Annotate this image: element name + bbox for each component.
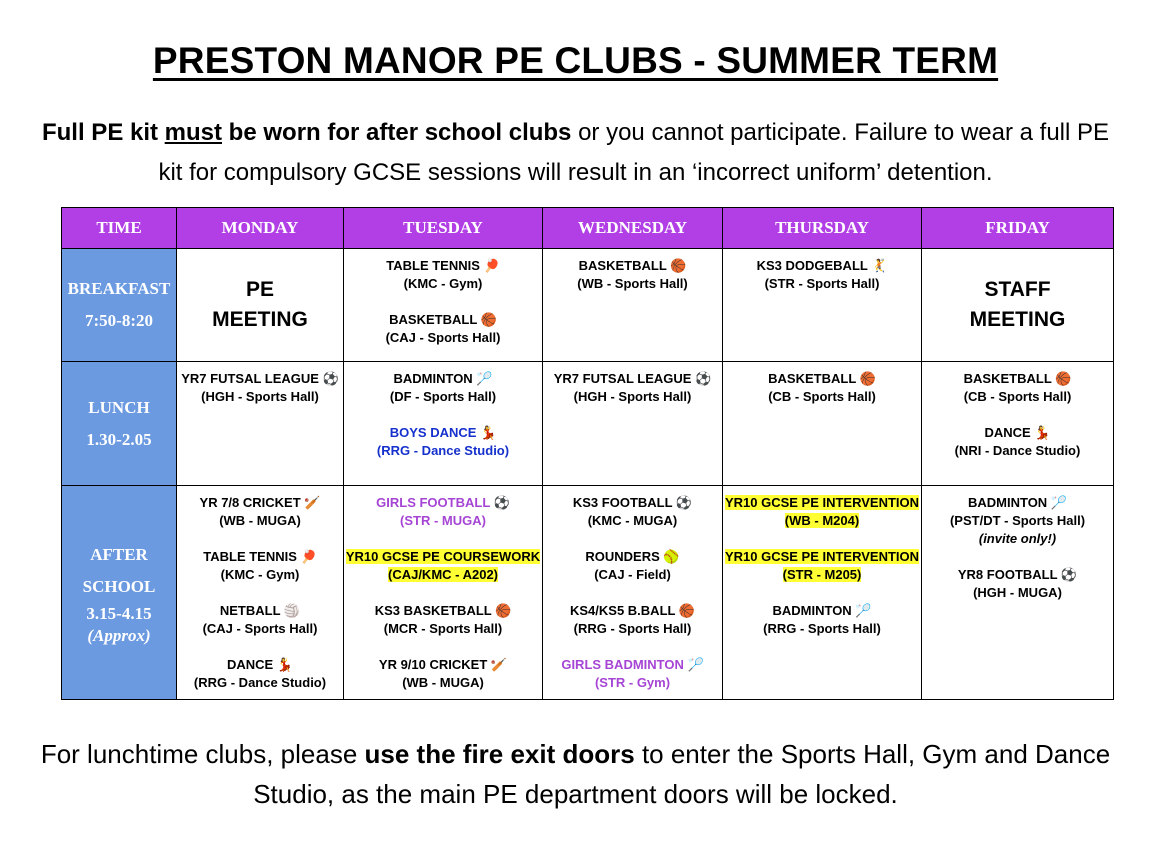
club-location: (RRG - Sports Hall)	[763, 621, 881, 636]
lunch-row	[62, 362, 1114, 486]
lunch-monday-cell	[177, 362, 344, 486]
breakfast-friday-cell	[922, 249, 1114, 362]
after-school-wednesday-cell	[543, 486, 723, 700]
club-name: YR10 GCSE PE INTERVENTION	[724, 495, 920, 510]
lunch-thursday-cell	[723, 362, 922, 486]
club-name: KS3 DODGEBALL 🤾	[756, 258, 888, 273]
club-location: (WB - M204)	[784, 513, 860, 528]
after-school-label-2: SCHOOL	[82, 576, 156, 596]
lunch-time-cell	[62, 362, 177, 486]
club-name: BASKETBALL 🏀	[768, 371, 876, 386]
breakfast-monday-cell	[177, 249, 344, 362]
club-location: (KMC - Gym)	[403, 276, 483, 291]
club-entry	[543, 494, 722, 530]
lunch-time: 1.30-2.05	[86, 429, 152, 449]
pe-meeting: PE MEETING	[212, 278, 308, 331]
club-entry	[177, 370, 343, 406]
club-entry	[177, 548, 343, 584]
club-entry	[177, 494, 343, 530]
club-location: (CAJ - Sports Hall)	[385, 330, 501, 345]
header-monday: MONDAY	[177, 208, 344, 249]
club-name: BASKETBALL 🏀	[578, 258, 687, 273]
club-name: DANCE 💃	[226, 657, 294, 672]
club-location: (WB - MUGA)	[219, 513, 301, 528]
club-entry	[177, 656, 343, 692]
breakfast-row	[62, 249, 1114, 362]
club-name: YR7 FUTSAL LEAGUE ⚽	[553, 371, 712, 386]
club-location: (STR - MUGA)	[400, 513, 486, 528]
club-name: ROUNDERS 🥎	[585, 549, 680, 564]
breakfast-tuesday-cell	[344, 249, 543, 362]
club-location: (STR - Gym)	[594, 675, 671, 690]
kit-notice-bold-1: Full PE kit	[41, 119, 165, 146]
club-location: (HGH - Sports Hall)	[573, 389, 692, 404]
club-location: (CAJ - Sports Hall)	[202, 621, 318, 636]
header-time: TIME	[62, 208, 177, 249]
lunchtime-notice-part-2: to enter the Sports Hall, Gym and Dance Studio, as the main PE department doors will be locked.	[253, 739, 1111, 809]
after-school-time-cell	[62, 486, 177, 700]
after-school-row	[62, 486, 1114, 700]
breakfast-thursday-cell	[723, 249, 922, 362]
club-location: (WB - MUGA)	[402, 675, 484, 690]
lunchtime-notice	[30, 734, 1121, 814]
club-entry	[922, 494, 1113, 548]
club-entry	[344, 257, 542, 293]
kit-notice-must: must	[164, 119, 223, 146]
club-location: (RRG - Sports Hall)	[573, 621, 692, 636]
club-name: BADMINTON 🏸	[968, 495, 1067, 510]
after-school-label-1: AFTER	[90, 544, 148, 564]
after-school-tuesday-cell	[344, 486, 543, 700]
club-location: (RRG - Dance Studio)	[193, 675, 327, 690]
clubs-timetable	[61, 207, 1114, 700]
lunch-tuesday-cell	[344, 362, 543, 486]
club-name: YR10 GCSE PE COURSEWORK	[345, 549, 541, 564]
page-title: PRESTON MANOR PE CLUBS - SUMMER TERM	[152, 40, 999, 81]
club-name: DANCE 💃	[984, 425, 1051, 440]
club-name: BADMINTON 🏸	[772, 603, 872, 618]
lunch-label: LUNCH	[88, 397, 150, 417]
club-name: KS3 FOOTBALL ⚽	[572, 495, 693, 510]
club-location: (CB - Sports Hall)	[768, 389, 876, 404]
club-entry	[177, 602, 343, 638]
club-entry	[922, 566, 1113, 602]
kit-notice	[30, 113, 1121, 193]
club-name: YR 9/10 CRICKET 🏏	[378, 657, 508, 672]
club-location: (RRG - Dance Studio)	[376, 443, 510, 458]
club-location: (MCR - Sports Hall)	[383, 621, 503, 636]
club-name: GIRLS BADMINTON 🏸	[561, 657, 704, 672]
club-entry	[543, 548, 722, 584]
lunchtime-notice-part-1: For lunchtime clubs, please	[40, 739, 365, 769]
club-entry-highlighted	[723, 494, 921, 530]
breakfast-time-cell	[62, 249, 177, 362]
breakfast-time: 7:50-8:20	[85, 311, 153, 330]
club-note: (invite only!)	[978, 531, 1057, 546]
club-name: TABLE TENNIS 🏓	[203, 549, 317, 564]
after-school-approx: (Approx)	[87, 625, 151, 645]
lunch-wednesday-cell	[543, 362, 723, 486]
kit-notice-bold-2: be worn for after school clubs	[222, 119, 572, 146]
club-entry-boys-dance	[344, 424, 542, 460]
club-location: (CAJ - Field)	[594, 567, 671, 582]
club-entry	[922, 370, 1113, 406]
club-name: BADMINTON 🏸	[393, 371, 493, 386]
club-name: BASKETBALL 🏀	[963, 371, 1072, 386]
header-thursday: THURSDAY	[723, 208, 922, 249]
club-name: GIRLS FOOTBALL ⚽	[376, 495, 510, 510]
club-location: (DF - Sports Hall)	[389, 389, 497, 404]
club-name: YR8 FOOTBALL ⚽	[957, 567, 1078, 582]
header-friday: FRIDAY	[922, 208, 1114, 249]
header-tuesday: TUESDAY	[344, 208, 543, 249]
kit-notice-rest: or you cannot participate. Failure to wear a full PE kit for compulsory GCSE sessions will result in an ‘incorrect uniform’ detention.	[158, 119, 1110, 186]
club-location: (HGH - Sports Hall)	[201, 389, 319, 404]
club-entry-girls-badminton	[543, 656, 722, 692]
club-location: (KMC - Gym)	[220, 567, 300, 582]
club-entry	[344, 602, 542, 638]
club-entry	[344, 370, 542, 406]
after-school-time: 3.15-4.15	[86, 603, 152, 623]
club-location: (NRI - Dance Studio)	[954, 443, 1081, 458]
club-entry	[922, 424, 1113, 460]
club-entry-highlighted	[723, 548, 921, 584]
club-location: (KMC - MUGA)	[587, 513, 678, 528]
club-location: (HGH - MUGA)	[973, 585, 1062, 600]
club-name: YR7 FUTSAL LEAGUE ⚽	[181, 371, 339, 386]
club-entry-girls-football	[344, 494, 542, 530]
club-name: BASKETBALL 🏀	[389, 312, 497, 327]
after-school-thursday-cell	[723, 486, 922, 700]
club-name: YR 7/8 CRICKET 🏏	[199, 495, 321, 510]
club-entry	[543, 602, 722, 638]
after-school-friday-cell	[922, 486, 1114, 700]
club-entry	[723, 370, 921, 406]
club-name: YR10 GCSE PE INTERVENTION	[724, 549, 920, 564]
club-entry	[543, 257, 722, 293]
club-name: KS3 BASKETBALL 🏀	[374, 603, 512, 618]
club-entry	[723, 602, 921, 638]
breakfast-label: BREAKFAST	[67, 279, 171, 298]
club-entry-highlighted	[344, 548, 542, 584]
club-location: (WB - Sports Hall)	[577, 276, 688, 291]
club-entry	[543, 370, 722, 406]
club-location: (CB - Sports Hall)	[963, 389, 1072, 404]
club-location: (PST/DT - Sports Hall)	[949, 513, 1086, 528]
breakfast-wednesday-cell	[543, 249, 723, 362]
lunch-friday-cell	[922, 362, 1114, 486]
header-row	[62, 208, 1114, 249]
header-wednesday: WEDNESDAY	[543, 208, 723, 249]
after-school-monday-cell	[177, 486, 344, 700]
club-name: TABLE TENNIS 🏓	[386, 258, 500, 273]
club-name: NETBALL 🏐	[219, 603, 301, 618]
club-location: (STR - M205)	[782, 567, 862, 582]
club-name: KS4/KS5 B.BALL 🏀	[569, 603, 696, 618]
club-location: (STR - Sports Hall)	[764, 276, 880, 291]
staff-meeting: STAFF MEETING	[969, 278, 1066, 331]
club-entry	[344, 656, 542, 692]
lunchtime-notice-bold: use the fire exit doors	[364, 739, 635, 769]
club-entry	[344, 311, 542, 347]
club-location: (CAJ/KMC - A202)	[387, 567, 499, 582]
club-name: BOYS DANCE 💃	[389, 425, 497, 440]
club-entry	[723, 257, 921, 293]
